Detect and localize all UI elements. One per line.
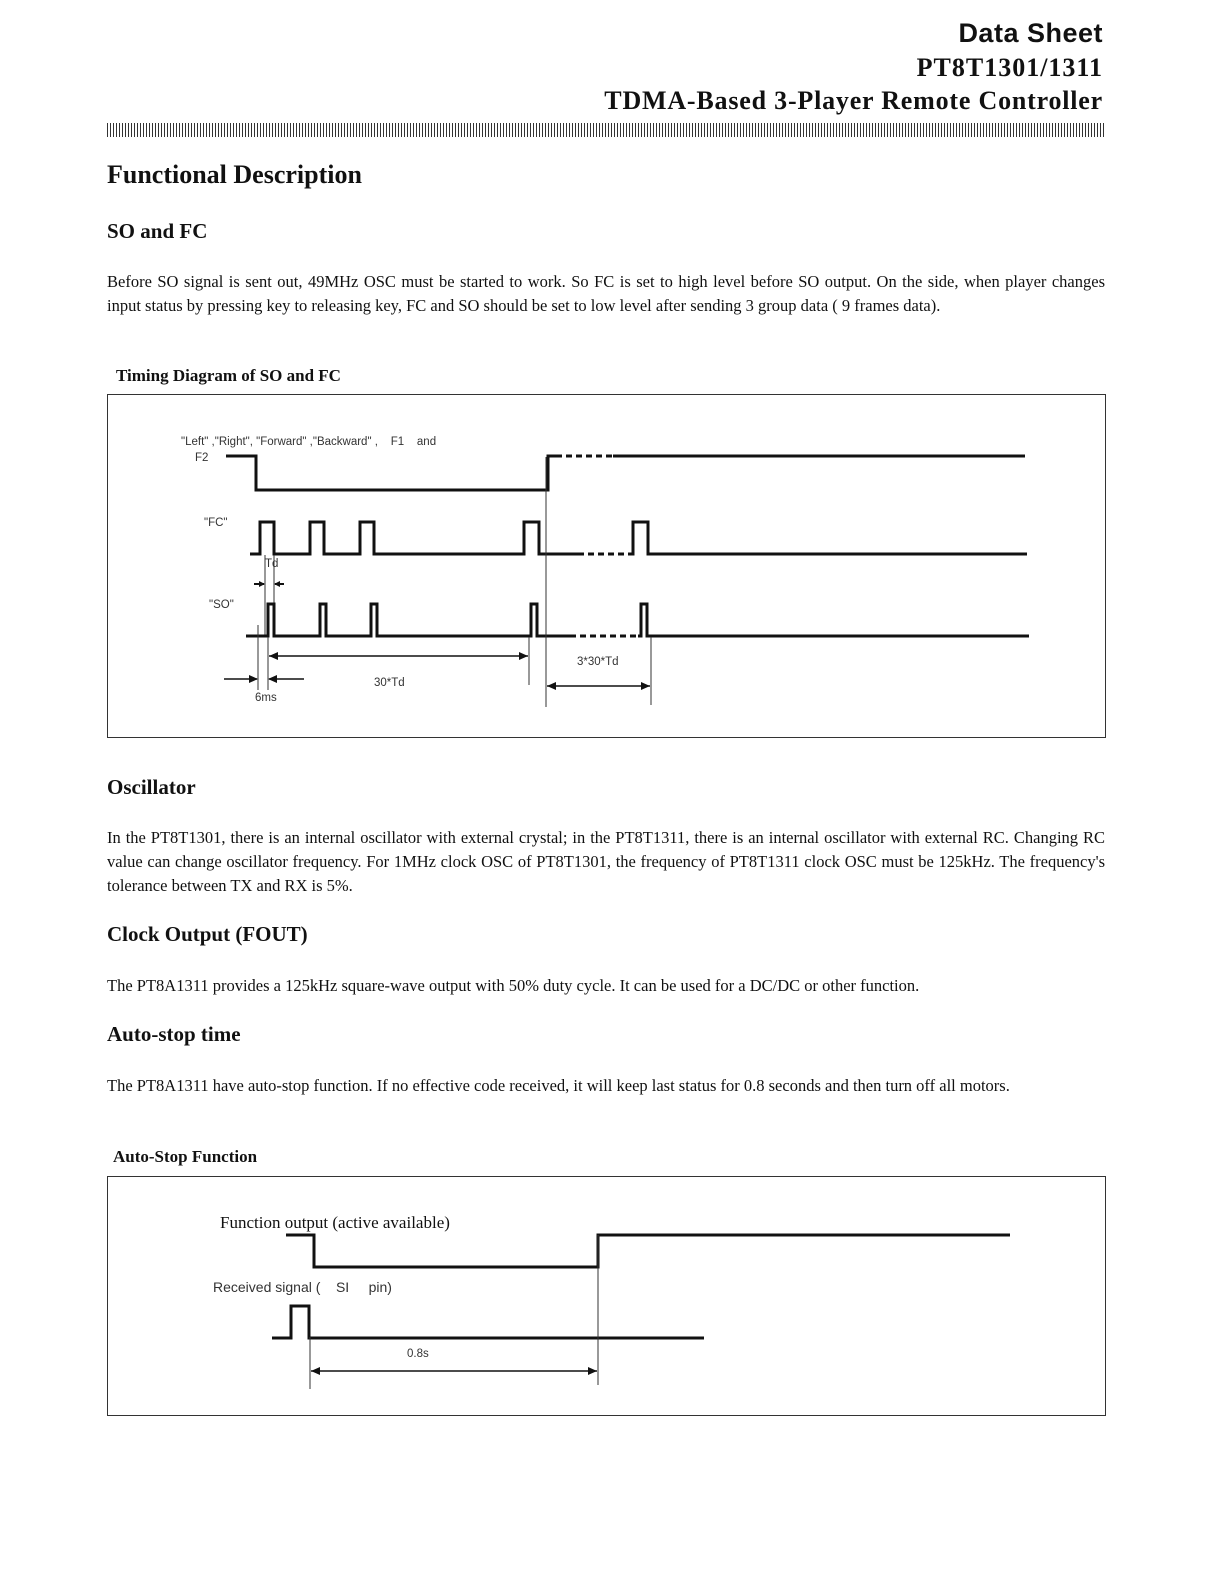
function-output-label: Function output (active available)	[220, 1213, 450, 1232]
30td-arrowhead-right	[519, 652, 528, 660]
fc-signal-label: "FC"	[204, 517, 228, 529]
received-signal-waveform	[272, 1306, 704, 1338]
duration-arrowhead-right	[588, 1367, 597, 1375]
td-arrowhead-right	[274, 581, 280, 587]
section-body-so-fc: Before SO signal is sent out, 49MHz OSC must be started to work. So FC is set to high level before SO output. On the side, when player changes input status by pressing key to releasing key, FC and SO should be set to low level after sending 3 group data ( 9 frames data).	[107, 272, 1105, 315]
header-divider-bar	[107, 123, 1105, 137]
30td-arrowhead-left	[269, 652, 278, 660]
fc-signal-waveform	[250, 522, 578, 554]
input-signal-label: "Left" ,"Right", "Forward" ,"Backward" , F1 and	[181, 436, 437, 448]
autostop-diagram	[107, 1176, 1106, 1416]
td-label: Td	[265, 558, 279, 570]
timing-diagram-caption: Timing Diagram of SO and FC	[116, 366, 341, 385]
fc-signal-waveform-tail	[630, 522, 1027, 554]
duration-arrowhead-left	[311, 1367, 320, 1375]
3x30td-arrowhead-left	[547, 682, 556, 690]
6ms-arrowhead-right	[268, 675, 277, 683]
6ms-arrowhead-left	[249, 675, 258, 683]
section-heading-oscillator: Oscillator	[107, 775, 196, 799]
page-title: Functional Description	[107, 160, 362, 189]
6ms-label: 6ms	[255, 692, 277, 704]
so-signal-waveform	[246, 604, 576, 636]
30td-label: 30*Td	[374, 677, 405, 689]
autostop-diagram-caption: Auto-Stop Function	[113, 1147, 258, 1166]
so-signal-label: "SO"	[209, 599, 234, 611]
section-body-clock-output: The PT8A1311 provides a 125kHz square-wave output with 50% duty cycle. It can be used for a DC/DC or other function.	[107, 976, 920, 995]
td-arrowhead-left	[259, 581, 265, 587]
section-heading-auto-stop: Auto-stop time	[107, 1022, 241, 1046]
function-output-waveform	[286, 1235, 1010, 1267]
section-body-auto-stop: The PT8A1311 have auto-stop function. If no effective code received, it will keep last status for 0.8 seconds and then turn off all motors.	[107, 1076, 1010, 1095]
section-body-oscillator: In the PT8T1301, there is an internal oscillator with external crystal; in the PT8T1311, there is an internal oscillator with external RC. Changing RC value can change oscillator frequency. For 1MHz clock OSC of PT8T1301, the frequency of PT8T1311 clock OSC must be 125kHz. The frequency's tolerance between TX and RX is 5%.	[107, 828, 1105, 895]
product-title: TDMA-Based 3-Player Remote Controller	[604, 86, 1103, 115]
input-signal-waveform	[226, 456, 556, 490]
section-heading-clock-output: Clock Output (FOUT)	[107, 922, 308, 946]
received-signal-label: Received signal ( SI pin)	[213, 1279, 392, 1295]
input-signal-label-f2: F2	[195, 452, 209, 464]
3x30td-arrowhead-right	[641, 682, 650, 690]
section-heading-so-fc: SO and FC	[107, 219, 208, 243]
so-signal-waveform-tail	[638, 604, 1029, 636]
duration-label: 0.8s	[407, 1348, 429, 1360]
timing-diagram	[107, 394, 1106, 738]
doc-type-title: Data Sheet	[958, 18, 1103, 48]
3x30td-label: 3*30*Td	[577, 656, 619, 668]
part-number-title: PT8T1301/1311	[916, 53, 1103, 82]
